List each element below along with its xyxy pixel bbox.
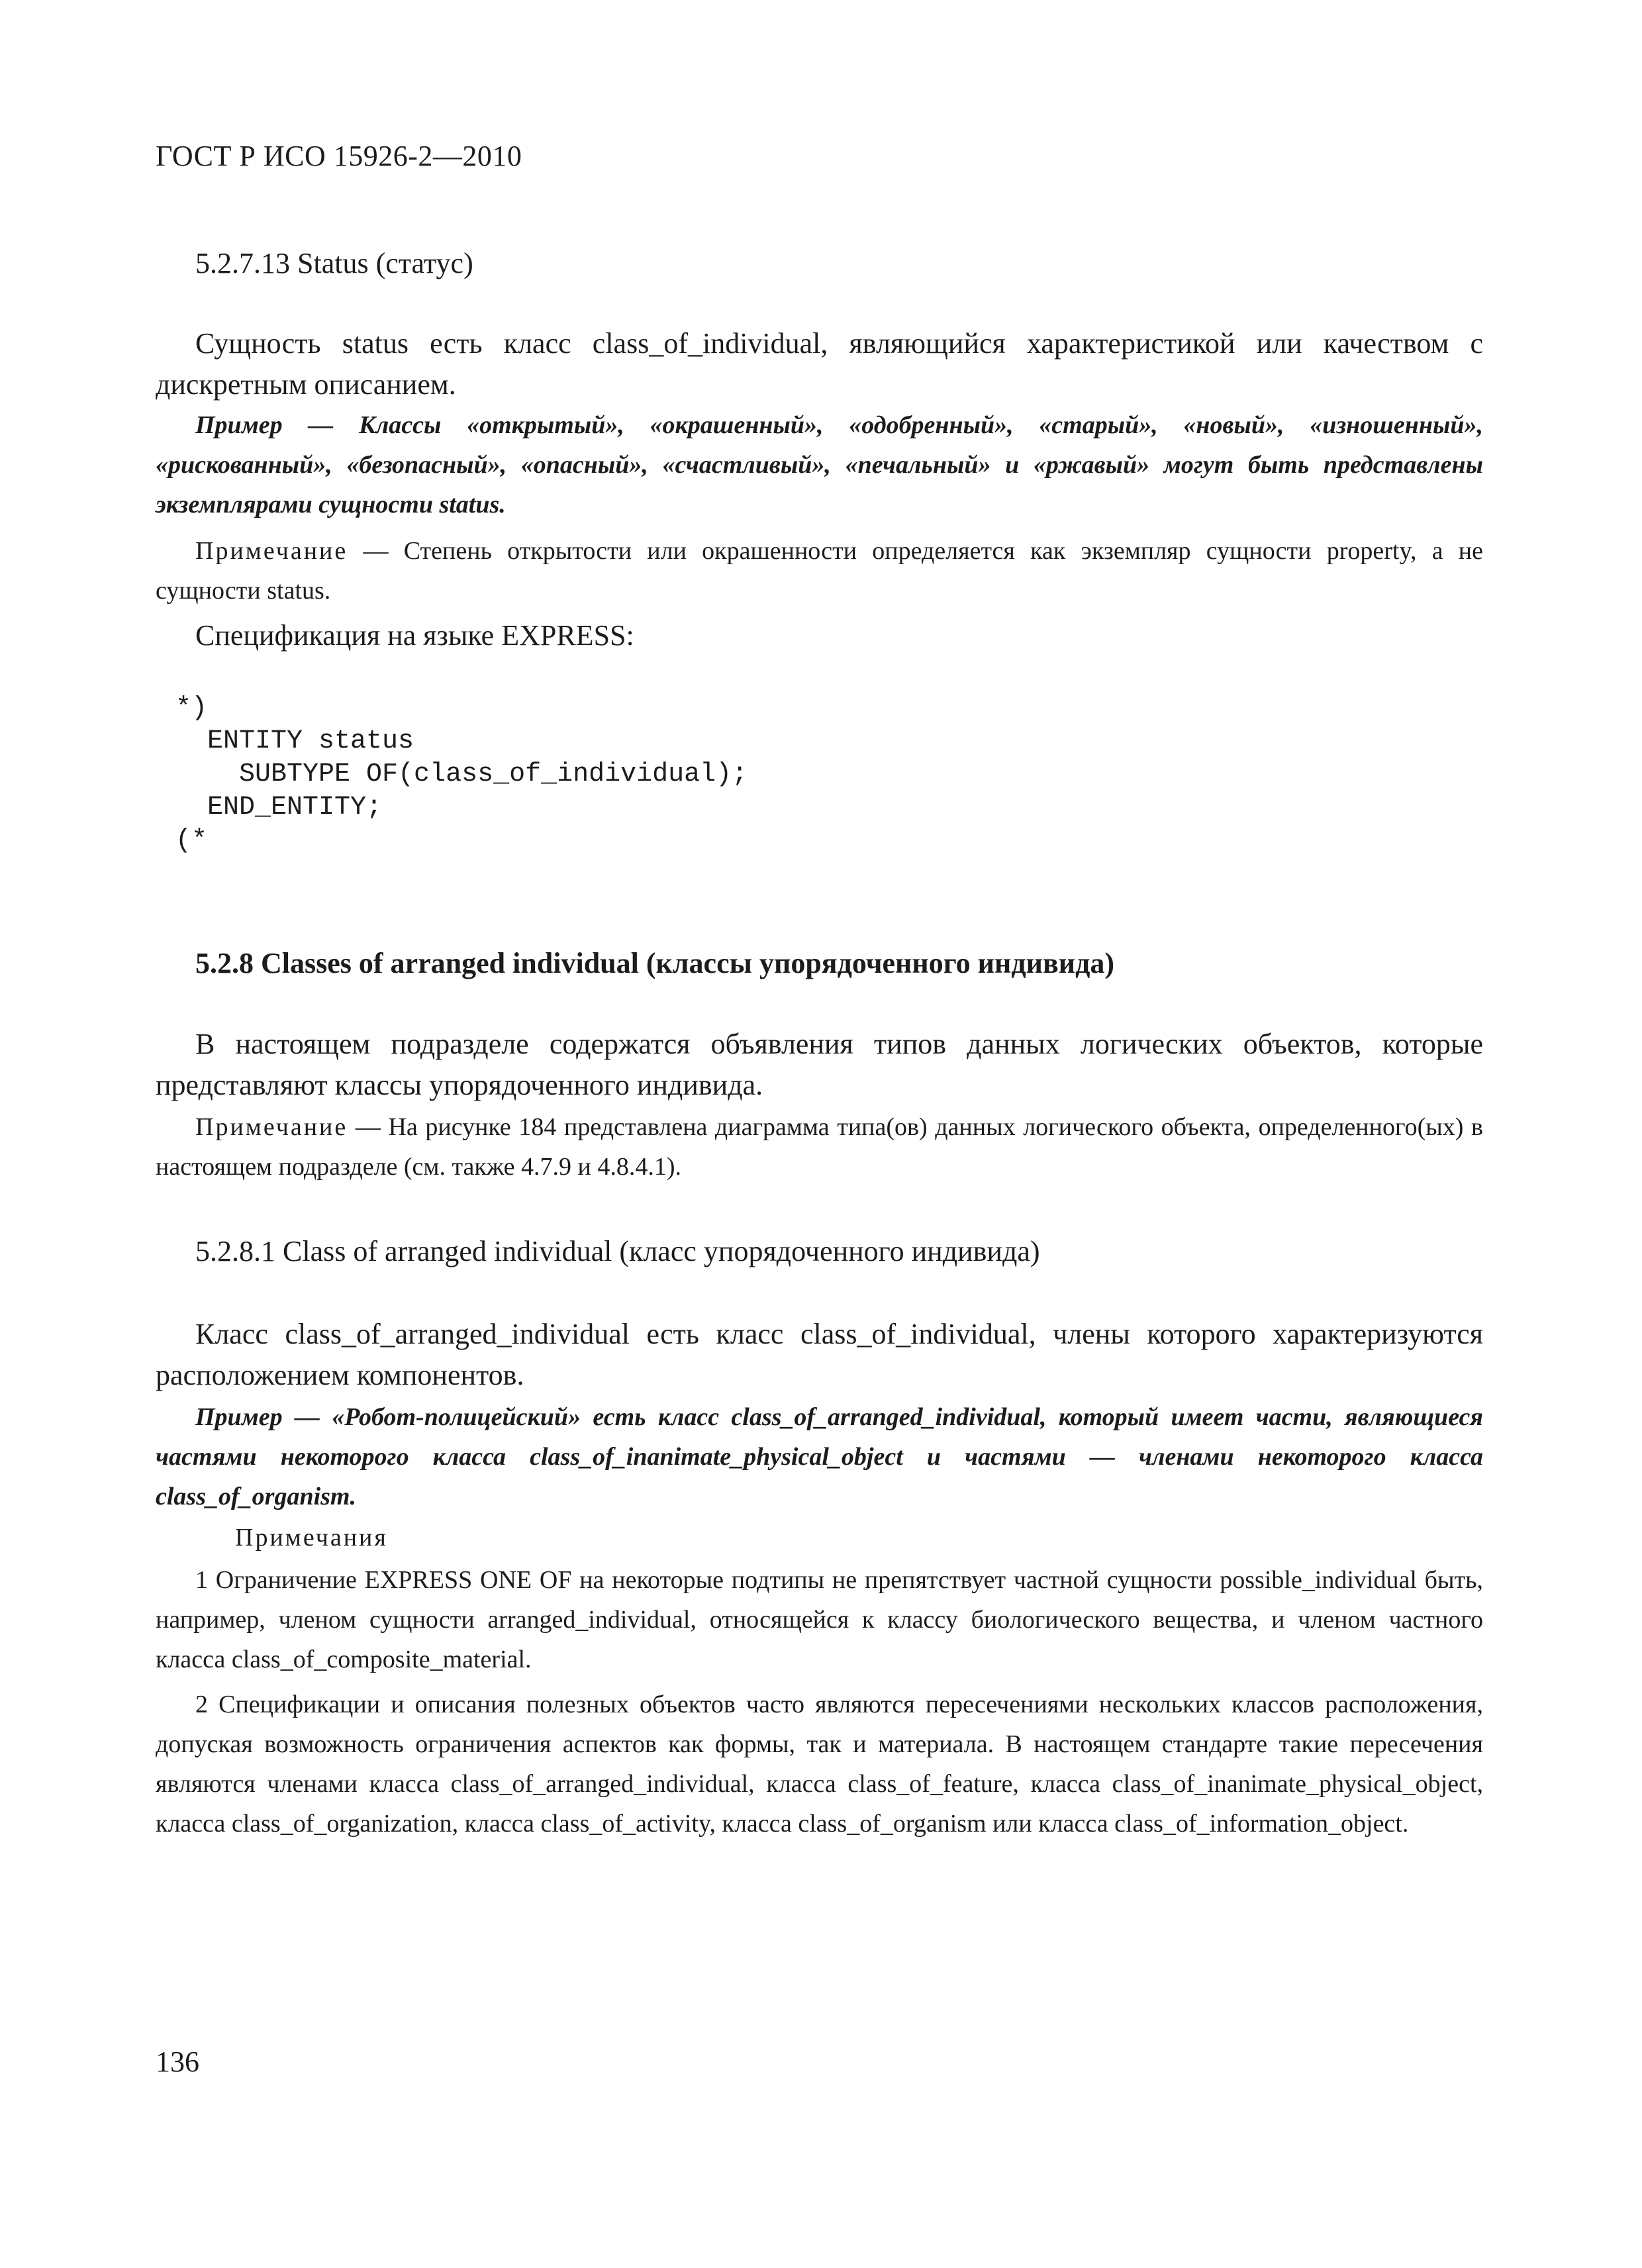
- class-example: Пример — «Робот-полицейский» есть класс class_of_arranged_individual, который имеет части, являющиеся частями некоторого класса class_of_inanimate_physical_object и частями — членами некоторого класса class_of_organism.: [156, 1403, 1483, 1510]
- section-heading-5-2-8: 5.2.8 Classes of arranged individual (классы упорядоченного индивида): [195, 947, 1114, 979]
- page-number: 136: [156, 2046, 199, 2078]
- section-heading-5-2-7-13: 5.2.7.13 Status (статус): [195, 247, 473, 279]
- arranged-intro-paragraph: В настоящем подразделе содержатся объявления типов данных логических объектов, которые представляют классы упорядоченного индивида.: [156, 1028, 1483, 1101]
- section-heading-5-2-8-1: 5.2.8.1 Class of arranged individual (класс упорядоченного индивида): [195, 1235, 1040, 1267]
- class-definition-paragraph: Класс class_of_arranged_individual есть класс class_of_individual, члены которого характеризуются расположением компонентов.: [156, 1318, 1483, 1391]
- status-definition-block: [156, 323, 1483, 405]
- notes-list: [156, 1560, 1483, 1844]
- status-example: Пример — Классы «открытый», «окрашенный», «одобренный», «старый», «новый», «изношенный», «рискованный», «безопасный», «опасный», «счастливый», «печальный» и «ржавый» могут быть представлены экземплярами сущности status.: [156, 411, 1483, 518]
- notes-label-text: Примечания: [235, 1524, 388, 1552]
- note-1: 1 Ограничение EXPRESS ONE OF на некоторые подтипы не препятствует частной сущности possible_individual быть, например, членом сущности arranged_individual, относящейся к классу биологического вещества, и членом частного класса class_of_composite_material.: [156, 1566, 1483, 1673]
- arranged-note: [156, 1107, 1483, 1187]
- class-example-block: [156, 1397, 1483, 1516]
- notes-label: [195, 1518, 388, 1557]
- note-text: — Степень открытости или окрашенности определяется как экземпляр сущности property, а не сущности status.: [156, 537, 1483, 605]
- express-spec-label: Спецификация на языке EXPRESS:: [195, 619, 634, 652]
- standard-designation: ГОСТ Р ИСО 15926-2—2010: [156, 140, 522, 172]
- note-label: Примечание: [195, 537, 348, 565]
- status-note: [156, 531, 1483, 611]
- status-note-block: [156, 531, 1483, 611]
- arranged-note-block: [156, 1107, 1483, 1187]
- status-example-block: [156, 405, 1483, 524]
- arranged-intro-block: [156, 1024, 1483, 1106]
- note-text: — На рисунке 184 представлена диаграмма типа(ов) данных логического объекта, определенного(ых) в настоящем подразделе (см. также 4.7.9 и 4.8.4.1).: [156, 1113, 1483, 1181]
- class-definition-block: [156, 1314, 1483, 1396]
- note-label: Примечание: [195, 1113, 348, 1141]
- express-code-block: *) ENTITY status SUBTYPE OF(class_of_individual); END_ENTITY; (*: [175, 693, 748, 856]
- status-definition-paragraph: Сущность status есть класс class_of_individual, являющийся характеристикой или качеством с дискретным описанием.: [156, 327, 1483, 401]
- note-2: 2 Спецификации и описания полезных объектов часто являются пересечениями нескольких классов расположения, допуская возможность ограничения аспектов как формы, так и материала. В настоящем стандарте такие пересечения являются членами класса class_of_arranged_individual, класса class_of_feature, класса class_of_inanimate_physical_object, класса class_of_organization, класса class_of_activity, класса class_of_organism или класса class_of_information_object.: [156, 1691, 1483, 1838]
